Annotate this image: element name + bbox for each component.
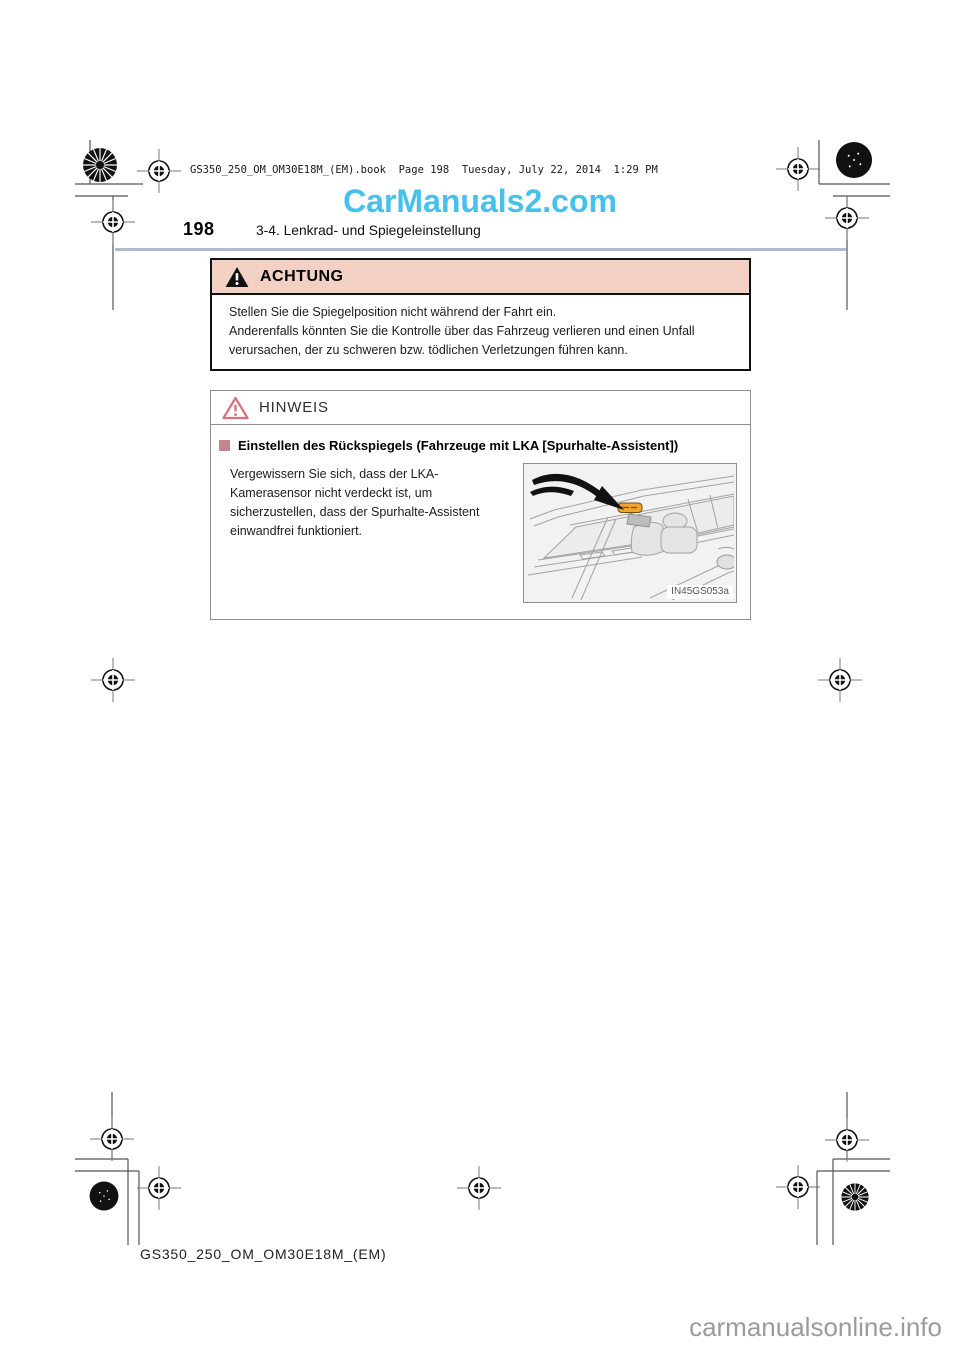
hinweis-item-body: Vergewissern Sie sich, dass der LKA-Kamerasensor nicht verdeckt ist, um sicherzustellen, dass der Spurhalte-Assistent einwandfrei funktioniert. — [230, 467, 480, 538]
header-rule — [115, 248, 846, 251]
section-title: 3-4. Lenkrad- und Spiegeleinstellung — [256, 223, 481, 238]
achtung-warning-box — [210, 258, 751, 371]
hinweis-item-heading-row — [219, 438, 737, 453]
square-bullet-icon — [219, 440, 230, 451]
carmanuals-watermark[interactable]: CarManuals2.com — [343, 183, 617, 219]
notice-triangle-icon — [222, 396, 249, 420]
achtung-paragraph: Anderenfalls könnten Sie die Kontrolle über das Fahrzeug verlieren und einen Unfall verursachen, der zu schweren bzw. tödlichen Verletzungen führen kann. — [229, 324, 695, 357]
hinweis-notice-box — [210, 390, 751, 620]
warning-triangle-icon — [225, 266, 249, 288]
figure-label: IN45GS053a — [667, 585, 733, 599]
achtung-paragraph: Stellen Sie die Spiegelposition nicht während der Fahrt ein. — [229, 305, 557, 319]
hinweis-header — [211, 391, 750, 425]
achtung-title: ACHTUNG — [260, 267, 344, 285]
footer-document-code: GS350_250_OM_OM30E18M_(EM) — [140, 1246, 387, 1262]
page-number: 198 — [183, 219, 215, 239]
print-file-header: GS350_250_OM_OM30E18M_(EM).book Page 198 Tuesday, July 22, 2014 1:29 PM — [190, 164, 658, 176]
car-interior-illustration — [524, 464, 734, 600]
hinweis-body — [211, 425, 750, 619]
achtung-header — [212, 260, 749, 295]
achtung-body — [212, 295, 749, 369]
hinweis-title: HINWEIS — [259, 399, 329, 416]
mirror-camera-figure — [523, 463, 737, 603]
hinweis-item-content — [230, 463, 737, 603]
hinweis-item-heading: Einstellen des Rückspiegels (Fahrzeuge mit LKA [Spurhalte-Assistent]) — [238, 438, 679, 453]
carmanualsonline-watermark[interactable]: carmanualsonline.info — [689, 1312, 942, 1342]
